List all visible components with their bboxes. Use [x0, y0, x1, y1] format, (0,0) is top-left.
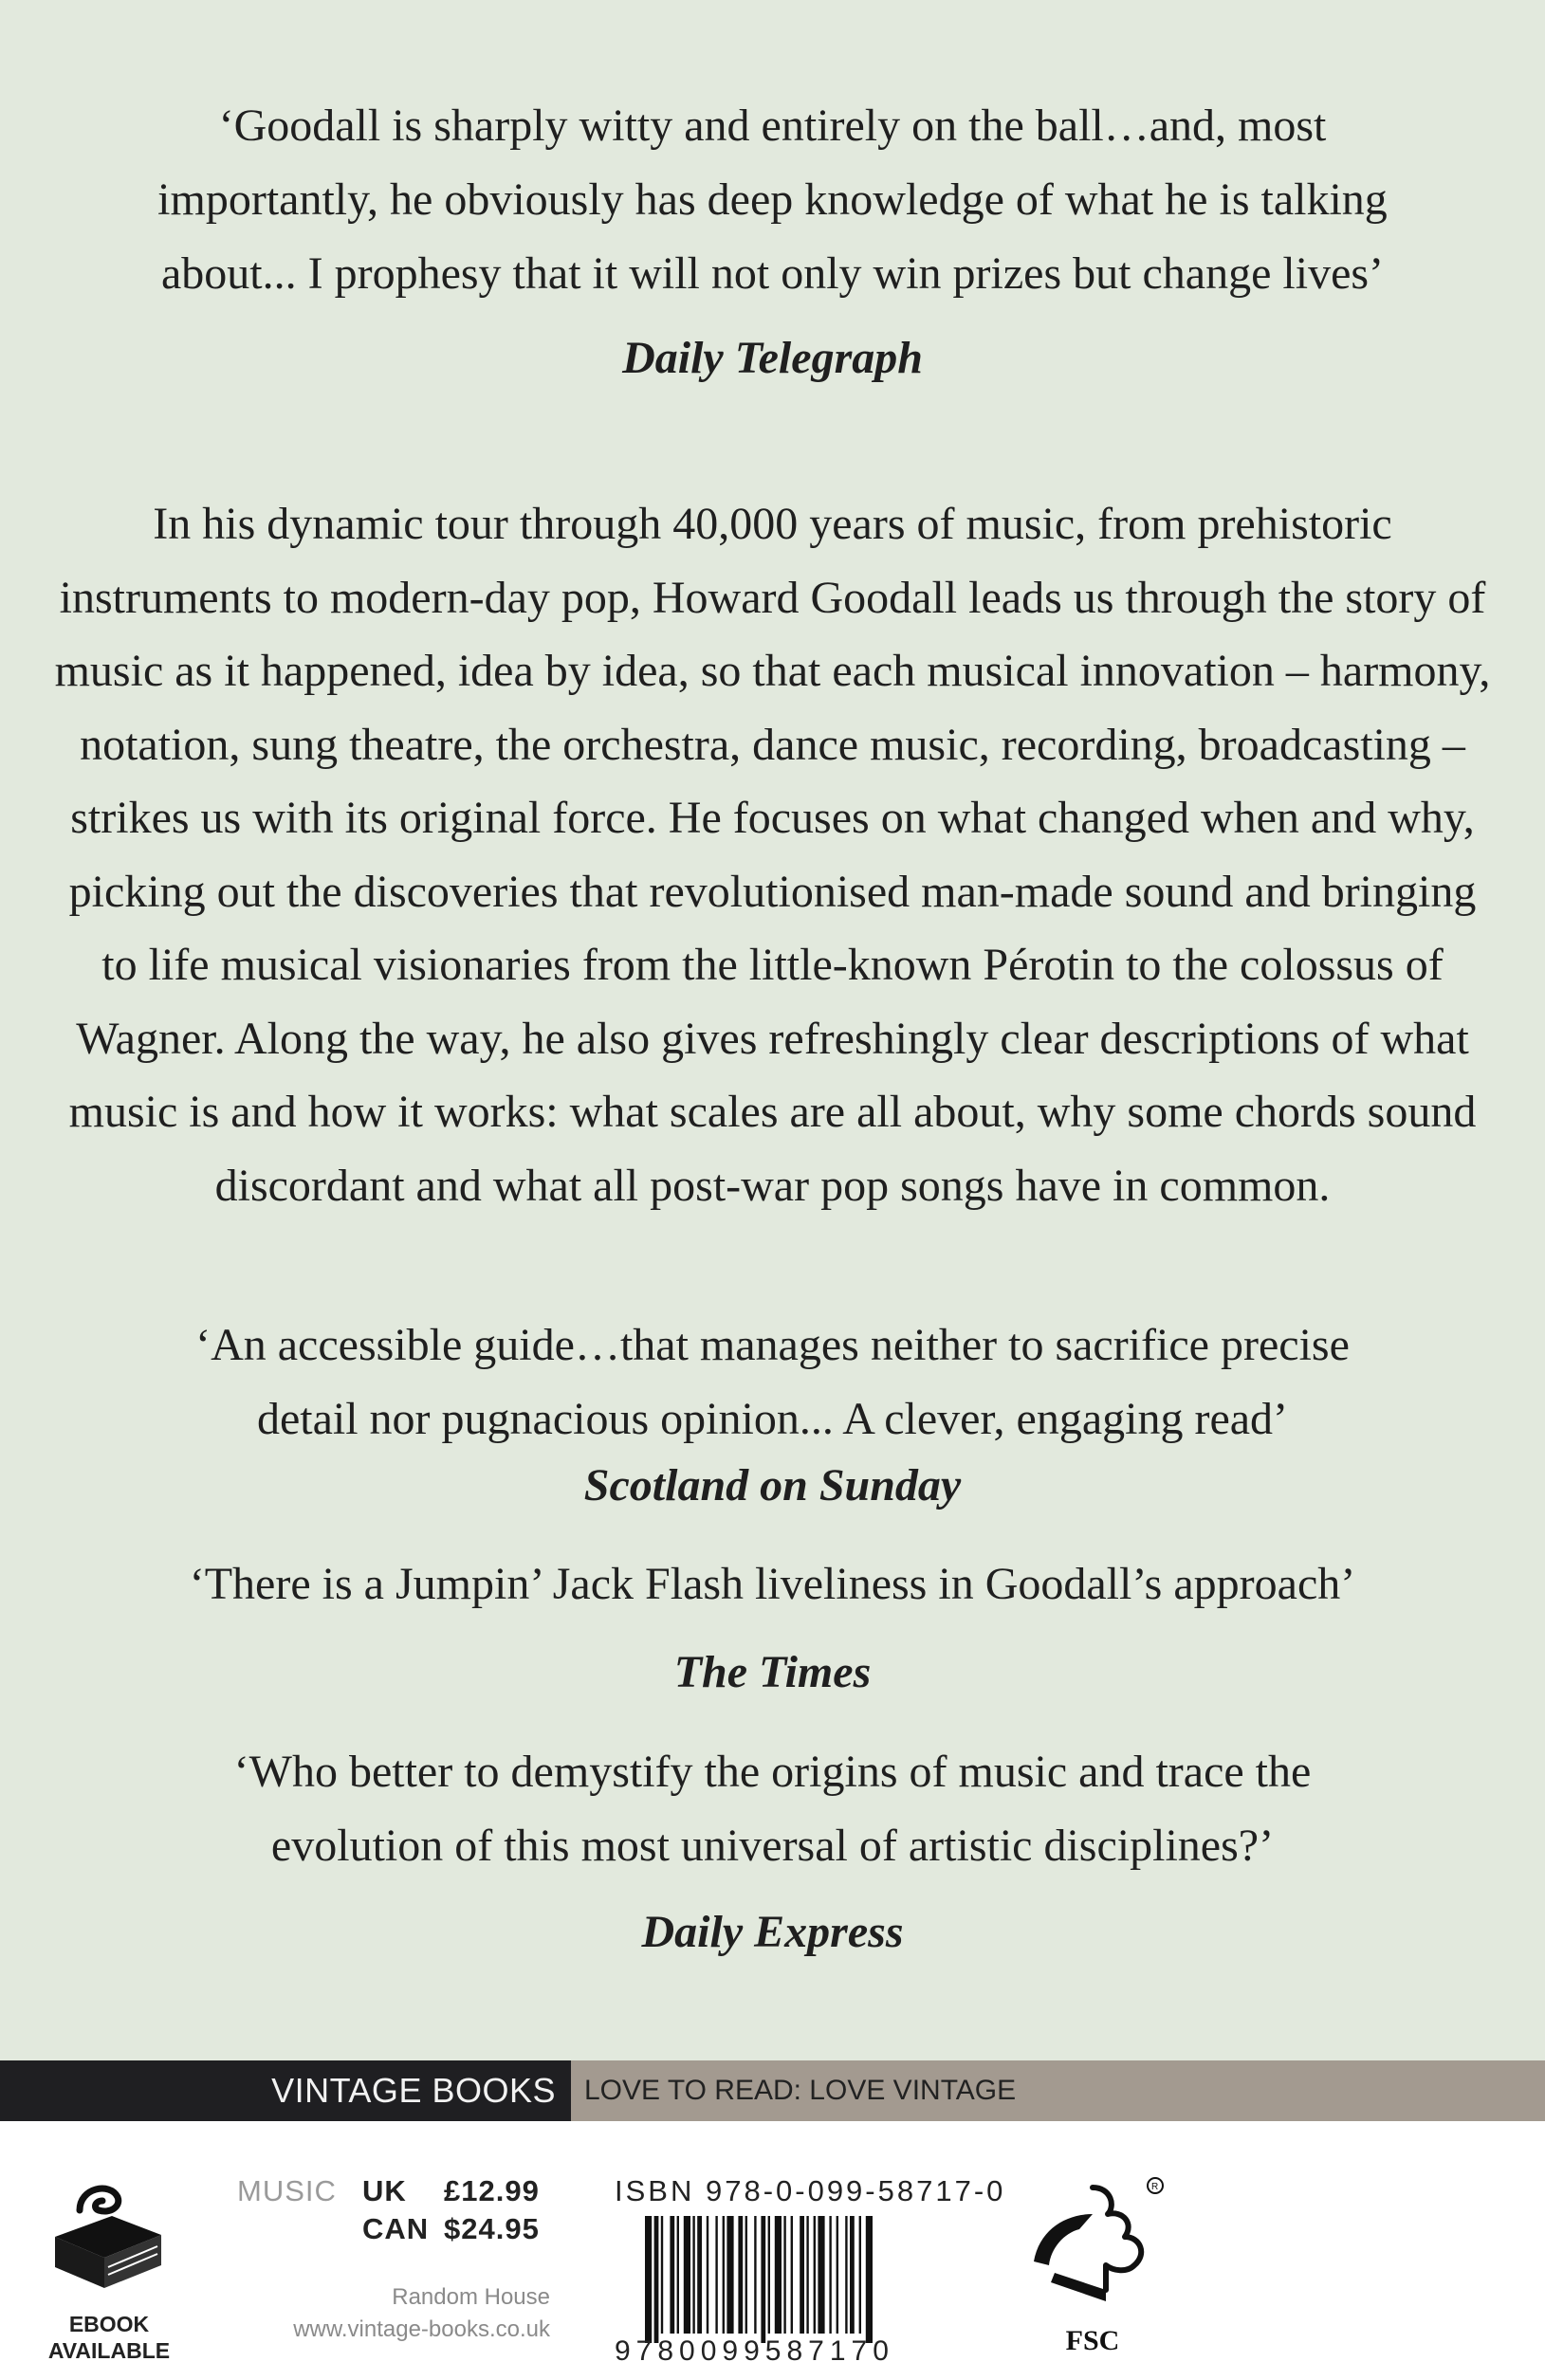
price-uk: £12.99	[444, 2174, 540, 2207]
barcode-bar	[684, 2216, 690, 2334]
barcode-bar	[697, 2216, 702, 2334]
barcode-bar	[775, 2216, 782, 2334]
imprint-name: VINTAGE BOOKS	[0, 2060, 571, 2121]
quote-scotland-on-sunday	[0, 1309, 1545, 1456]
blurb-line: instruments to modern-day pop, Howard Goodall leads us through the story of	[59, 572, 1486, 623]
quote-line: evolution of this most universal of artistic disciplines?’	[270, 1821, 1275, 1871]
blurb-line: discordant and what all post-war pop songs have in common.	[214, 1160, 1331, 1211]
barcode-bar	[800, 2216, 804, 2334]
barcode-icon	[645, 2216, 996, 2343]
blurb-line: Wagner. Along the way, he also gives refreshingly clear descriptions of what	[76, 1013, 1469, 1064]
barcode-bar	[818, 2216, 824, 2334]
ebook-label-line: AVAILABLE	[47, 2338, 171, 2363]
barcode-bar	[754, 2216, 756, 2334]
barcode-bar	[845, 2216, 847, 2334]
isbn-number: ISBN 978-0-099-58717-0	[615, 2174, 1006, 2207]
svg-text:R: R	[1151, 2182, 1159, 2192]
quote-line: ‘An accessible guide…that manages neither to sacrifice precise	[195, 1320, 1350, 1370]
quote-line: about... I prophesy that it will not only win prizes but change lives’	[160, 248, 1385, 299]
ebook-icon	[51, 2169, 165, 2301]
barcode-bar	[806, 2216, 808, 2334]
barcode-bar	[707, 2216, 708, 2334]
quote-daily-express	[0, 1735, 1545, 1883]
blurb-line: picking out the discoveries that revolutionised man-made sound and bringing	[68, 866, 1477, 917]
publisher-name: Random House	[392, 2284, 550, 2310]
price-can: $24.95	[444, 2212, 540, 2245]
blurb-line: to life musical visionaries from the little-known Pérotin to the colossus of	[101, 940, 1444, 990]
barcode-bar	[745, 2216, 747, 2334]
barcode-bar	[837, 2216, 838, 2334]
category-label: MUSIC	[237, 2174, 337, 2207]
barcode-bar	[677, 2216, 679, 2334]
barcode-bar	[723, 2216, 725, 2334]
barcode-bar	[814, 2216, 816, 2334]
ebook-label-line: EBOOK	[68, 2312, 150, 2336]
barcode-bar	[738, 2216, 743, 2334]
barcode-bar	[661, 2216, 663, 2334]
barcode-bar	[791, 2216, 793, 2334]
quote-line: ‘There is a Jumpin’ Jack Flash liveliness in Goodall’s approach’	[189, 1559, 1356, 1609]
blurb-line: In his dynamic tour through 40,000 years of music, from prehistoric	[153, 499, 1392, 549]
price-uk-label: UK	[362, 2174, 407, 2207]
barcode-bar	[859, 2216, 861, 2334]
source-scotland-on-sunday: Scotland on Sunday	[583, 1460, 962, 1510]
source-the-times: The Times	[673, 1647, 872, 1697]
blurb-line: music as it happened, idea by idea, so that each musical innovation – harmony,	[54, 646, 1491, 696]
barcode-bar	[692, 2216, 694, 2334]
imprint-tagline: LOVE TO READ: LOVE VINTAGE	[571, 2060, 1545, 2121]
blurb-line: music is and how it works: what scales are all about, why some chords sound	[68, 1087, 1477, 1137]
ebook-available-label	[28, 2311, 190, 2364]
barcode-digits: 9780099587170	[615, 2335, 894, 2367]
barcode-bar	[850, 2216, 855, 2334]
fsc-tree-icon	[1017, 2167, 1168, 2318]
barcode-bar	[715, 2216, 717, 2334]
quote-line: ‘Who better to demystify the origins of music and trace the	[233, 1747, 1312, 1797]
blurb-line: notation, sung theatre, the orchestra, dance music, recording, broadcasting –	[80, 719, 1465, 770]
book-description	[0, 487, 1545, 1222]
source-daily-express: Daily Express	[641, 1907, 904, 1957]
barcode-bar	[829, 2216, 831, 2334]
publisher-website: www.vintage-books.co.uk	[293, 2316, 550, 2342]
barcode-bar	[645, 2216, 652, 2343]
quote-the-times	[0, 1547, 1545, 1621]
barcode-bar	[727, 2216, 733, 2334]
quote-line: ‘Goodall is sharply witty and entirely on the ball…and, most	[218, 101, 1327, 151]
barcode-bar	[866, 2216, 873, 2343]
fsc-label: FSC	[1065, 2325, 1120, 2356]
price-can-label: CAN	[362, 2212, 430, 2245]
barcode-bar	[654, 2216, 659, 2343]
barcode-bar	[768, 2216, 770, 2334]
imprint-banner	[0, 2060, 1545, 2121]
barcode-bar	[783, 2216, 785, 2334]
cover-footer	[0, 2121, 1545, 2380]
barcode-bar	[761, 2216, 765, 2343]
source-telegraph: Daily Telegraph	[622, 333, 923, 383]
quote-line: detail nor pugnacious opinion... A clever, engaging read’	[256, 1394, 1289, 1444]
quote-line: importantly, he obviously has deep knowledge of what he is talking	[157, 174, 1388, 225]
barcode-bar	[670, 2216, 674, 2334]
quote-telegraph	[0, 89, 1545, 311]
blurb-line: strikes us with its original force. He focuses on what changed when and why,	[70, 793, 1475, 843]
